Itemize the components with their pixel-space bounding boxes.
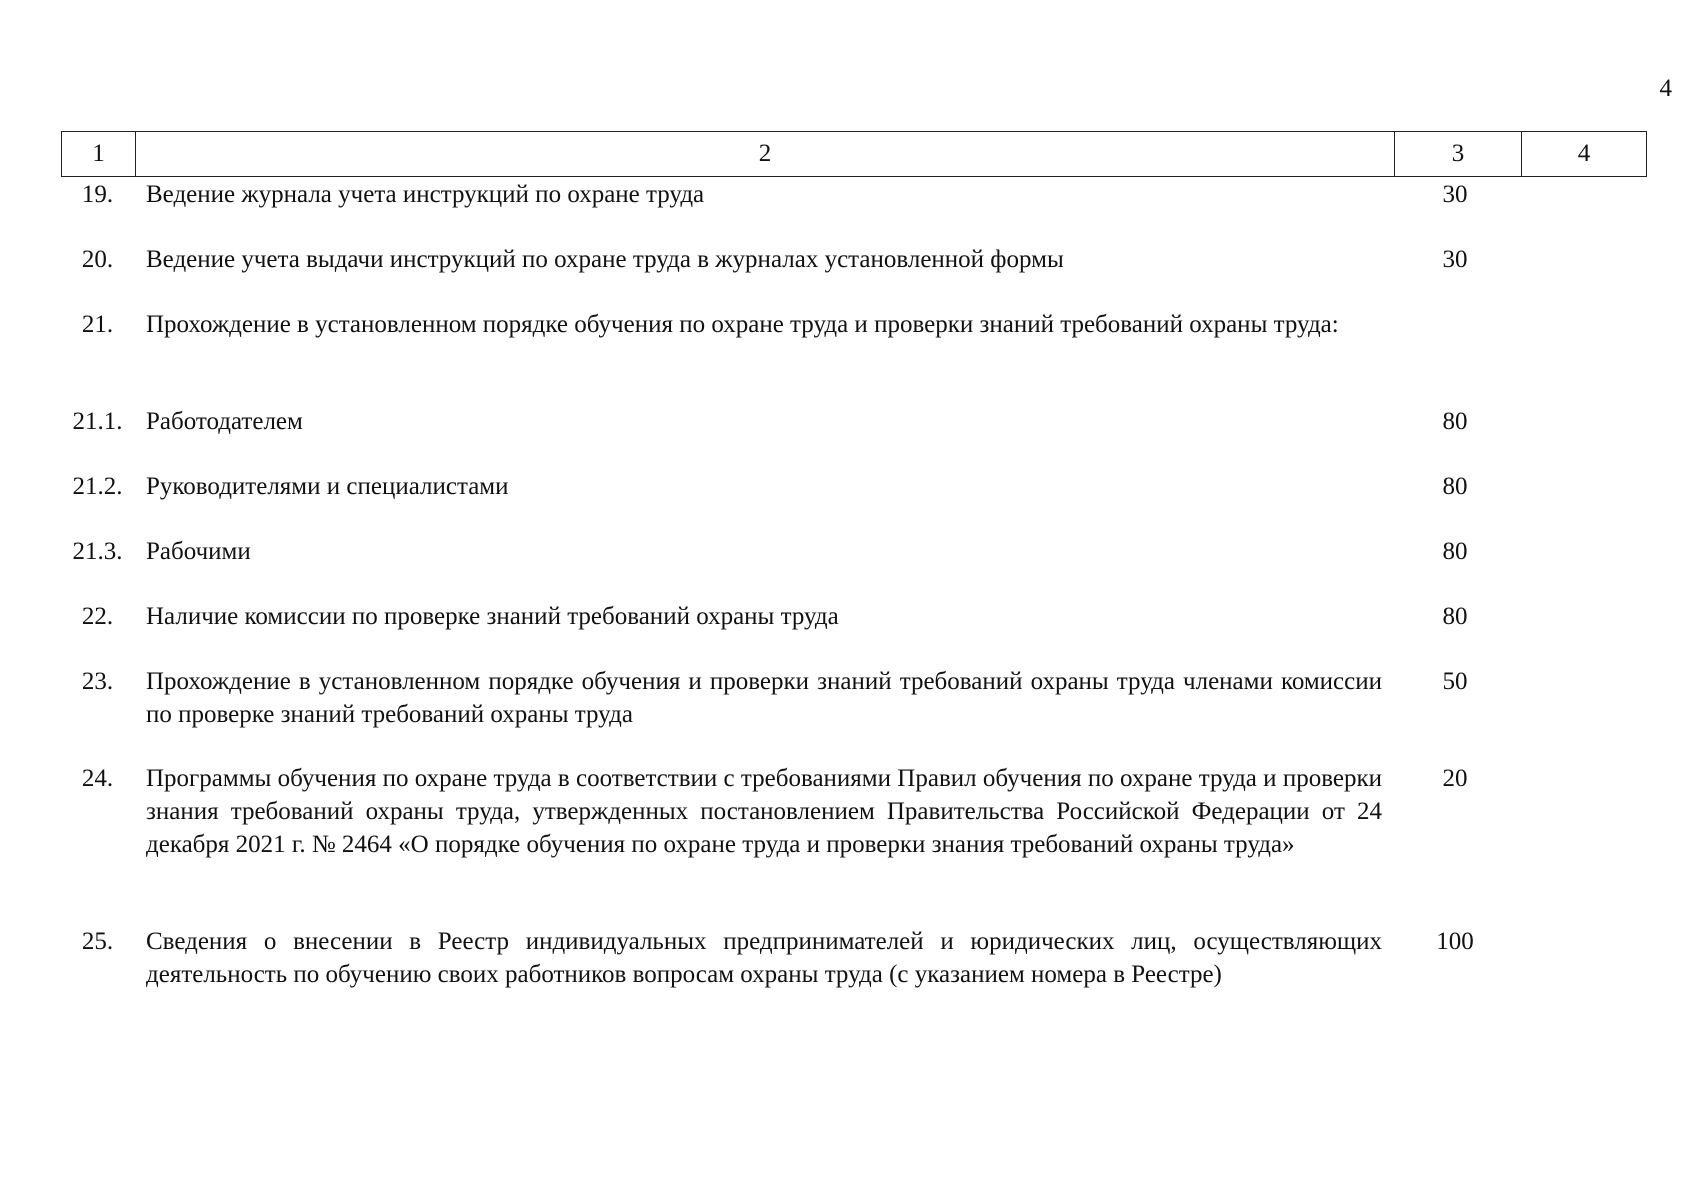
- row-text: Прохождение в установленном порядке обучения по охране труда и проверки знаний требований охраны труда:: [146, 311, 1339, 338]
- table-row: [61, 308, 1642, 341]
- row-number: 21.1.: [72, 408, 123, 435]
- row-empty-cell: [1518, 178, 1642, 211]
- row-number: 21.2.: [72, 473, 123, 500]
- row-text: Наличие комиссии по проверке знаний требований охраны труда: [146, 603, 839, 630]
- table-row: [61, 762, 1642, 861]
- table-row: [61, 470, 1642, 503]
- row-text: Ведение журнала учета инструкций по охране труда: [146, 181, 705, 208]
- row-text: Прохождение в установленном порядке обучения и проверки знаний требований охраны труда членами комиссии по проверке знаний требований охраны труда: [146, 668, 1382, 728]
- row-number: 22.: [81, 603, 114, 630]
- row-number: 24.: [81, 765, 114, 792]
- header-cell-2: 2: [136, 132, 1395, 177]
- row-text: Ведение учета выдачи инструкций по охране труда в журналах установленной формы: [146, 246, 1064, 273]
- row-score: 80: [1442, 603, 1468, 630]
- row-number: 21.: [81, 311, 114, 338]
- row-empty-cell: [1518, 535, 1642, 568]
- row-score: 30: [1442, 246, 1468, 273]
- row-empty-cell: [1518, 762, 1642, 861]
- row-number: 25.: [81, 928, 114, 955]
- row-empty-cell: [1518, 665, 1642, 731]
- row-empty-cell: [1518, 925, 1642, 991]
- row-empty-cell: [1518, 405, 1642, 438]
- row-text: Руководителями и специалистами: [146, 473, 509, 500]
- row-score: 20: [1442, 765, 1468, 792]
- table-row: [61, 535, 1642, 568]
- row-empty-cell: [1518, 308, 1642, 341]
- row-text: Рабочими: [146, 538, 251, 565]
- table-row: [61, 665, 1642, 731]
- row-score: 80: [1442, 538, 1468, 565]
- table-row: [61, 925, 1642, 991]
- row-text: Сведения о внесении в Реестр индивидуальных предпринимателей и юридических лиц, осуществляющих деятельность по обучению своих работников вопросам охраны труда (с указанием номера в Реестре): [146, 928, 1382, 988]
- row-score: 80: [1442, 473, 1468, 500]
- page-number: 4: [1659, 75, 1672, 102]
- row-score: 100: [1436, 928, 1474, 955]
- row-score: 80: [1442, 408, 1468, 435]
- row-number: 23.: [81, 668, 114, 695]
- header-cell-4: 4: [1522, 132, 1647, 177]
- table-row: [61, 178, 1642, 211]
- table-row: [61, 243, 1642, 276]
- row-score: [1392, 308, 1518, 341]
- row-number: 19.: [81, 181, 114, 208]
- row-text: Программы обучения по охране труда в соответствии с требованиями Правил обучения по охране труда и проверки знания требований охраны труда, утвержденных постановлением Правительства Российской Федерации от 24 декабря 2021 г. № 2464 «О порядке обучения по охране труда и проверки знания требований охраны труда»: [146, 765, 1382, 858]
- row-empty-cell: [1518, 470, 1642, 503]
- row-number: 21.3.: [72, 538, 123, 565]
- row-number: 20.: [81, 246, 114, 273]
- row-score: 50: [1442, 668, 1468, 695]
- table-row: [61, 600, 1642, 633]
- row-text: Работодателем: [146, 408, 303, 435]
- row-empty-cell: [1518, 243, 1642, 276]
- row-empty-cell: [1518, 600, 1642, 633]
- row-score: 30: [1442, 181, 1468, 208]
- header-cell-1: 1: [62, 132, 136, 177]
- header-cell-3: 3: [1395, 132, 1522, 177]
- table-row: [61, 405, 1642, 438]
- column-number-header: [61, 131, 1647, 177]
